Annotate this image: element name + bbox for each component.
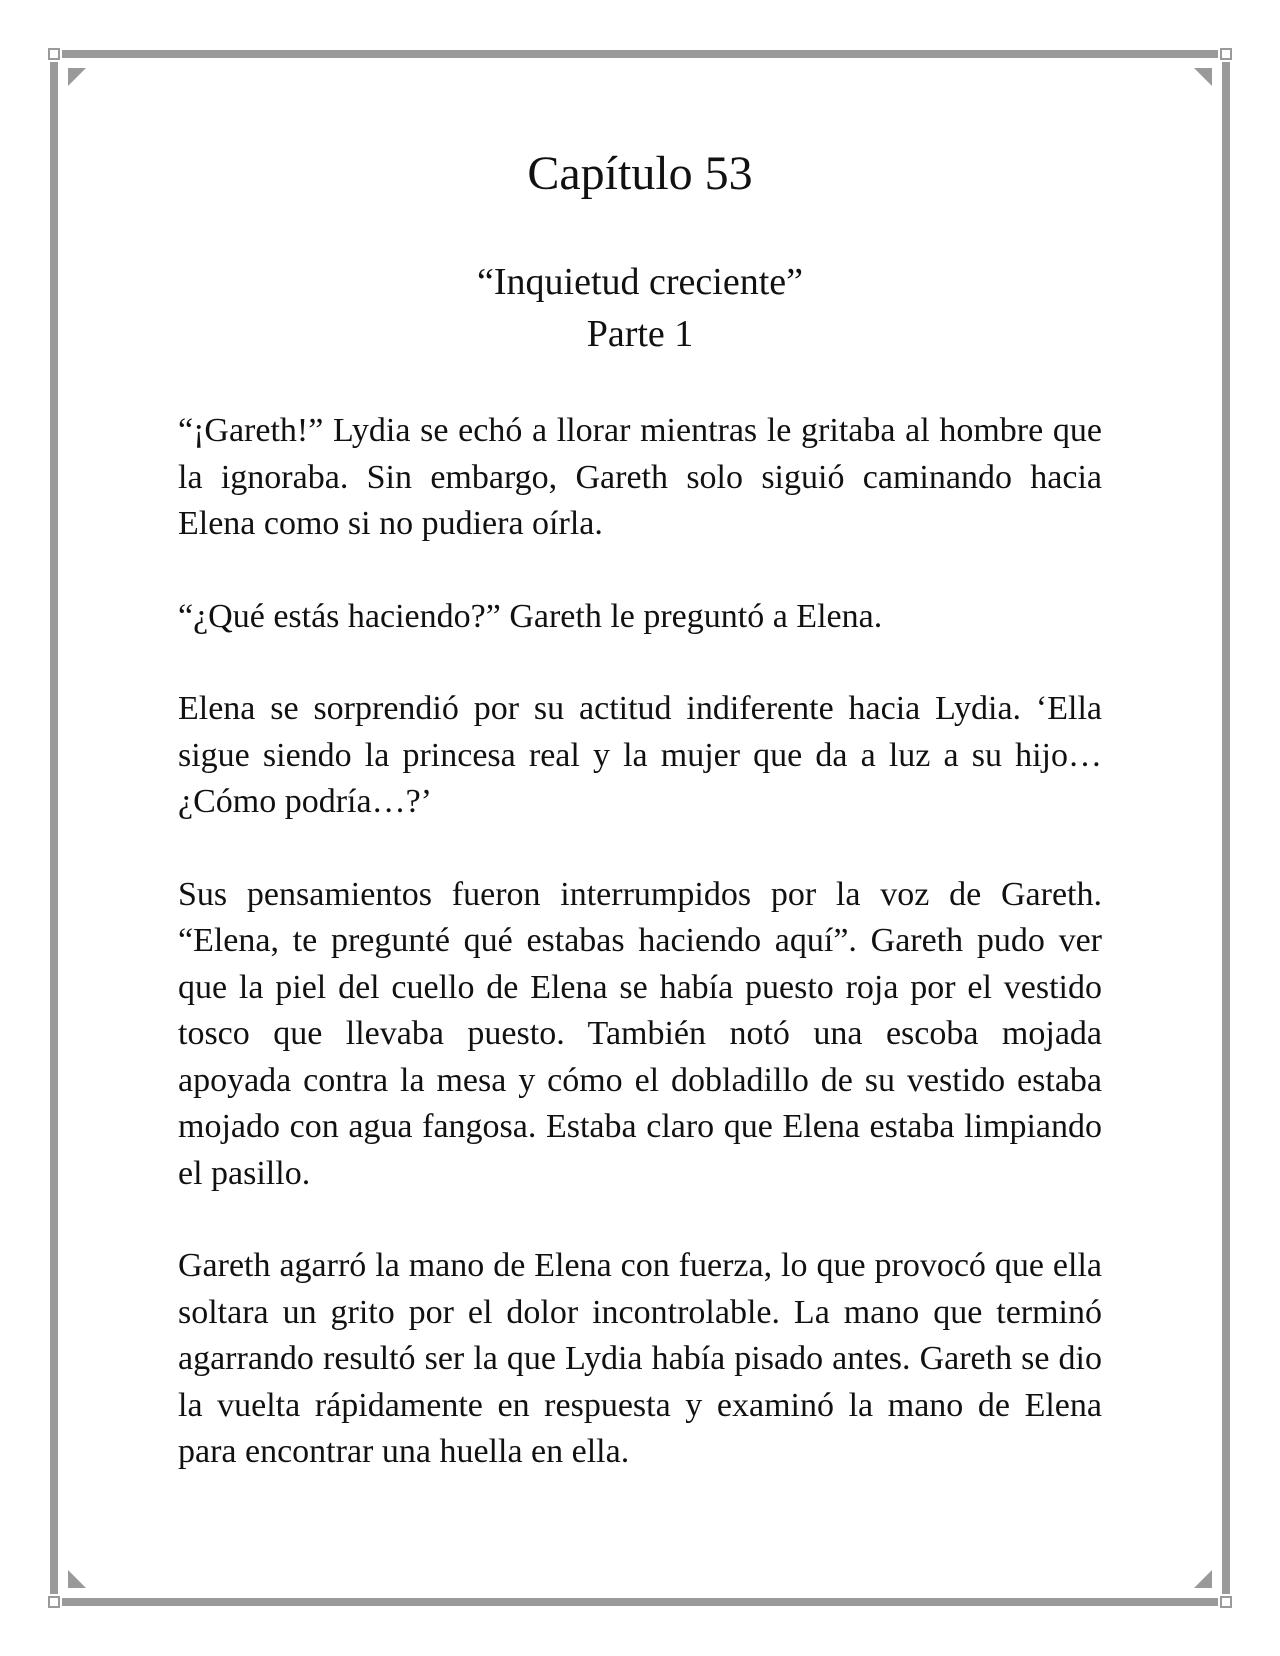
paragraph: “¡Gareth!” Lydia se echó a llorar mientras le gritaba al hombre que la ignoraba. Sin embargo, Gareth solo siguió caminando hacia Elena como si no pudiera oírla. [178,412,1102,542]
corner-ornament-bottom-right [1220,1596,1232,1608]
paragraph: Gareth agarró la mano de Elena con fuerza, lo que provocó que ella soltara un grito por el dolor incontrolable. La mano que terminó agarrando resultó ser la que Lydia había pisado antes. Gareth se dio la vuelta rápidamente en respuesta y examinó la mano de Elena para encontrar una huella en ella. [178,1247,1102,1470]
corner-ornament-bottom-left [48,1596,60,1608]
corner-triangle-bottom-left [68,1570,86,1588]
corner-ornament-top-left [48,48,60,60]
subtitle-line-1: “Inquietud creciente” [477,261,803,303]
chapter-content [178,140,1102,1476]
chapter-title: Capítulo 53 [527,147,753,200]
corner-ornament-top-right [1220,48,1232,60]
chapter-subtitle [178,256,1102,360]
paragraph: “¿Qué estás haciendo?” Gareth le preguntó a Elena. [178,597,883,635]
corner-triangle-top-right [1194,68,1212,86]
frame-right-border [1222,62,1230,1594]
frame-top-border [62,50,1218,58]
frame-bottom-border [62,1598,1218,1606]
corner-triangle-bottom-right [1194,1570,1212,1588]
corner-triangle-top-left [68,68,86,86]
subtitle-line-2: Parte 1 [586,313,694,355]
paragraph: Elena se sorprendió por su actitud indiferente hacia Lydia. ‘Ella sigue siendo la princesa real y la mujer que da a luz a su hijo… ¿Cómo podría…?’ [178,690,1102,820]
frame-left-border [50,62,58,1594]
paragraph: Sus pensamientos fueron interrumpidos por la voz de Gareth. “Elena, te pregunté qué estabas haciendo aquí”. Gareth pudo ver que la piel del cuello de Elena se había puesto roja por el vestido tosco que llevaba puesto. También notó una escoba mojada apoyada contra la mesa y cómo el dobladillo de su vestido estaba mojado con agua fangosa. Estaba claro que Elena estaba limpiando el pasillo. [178,875,1102,1192]
